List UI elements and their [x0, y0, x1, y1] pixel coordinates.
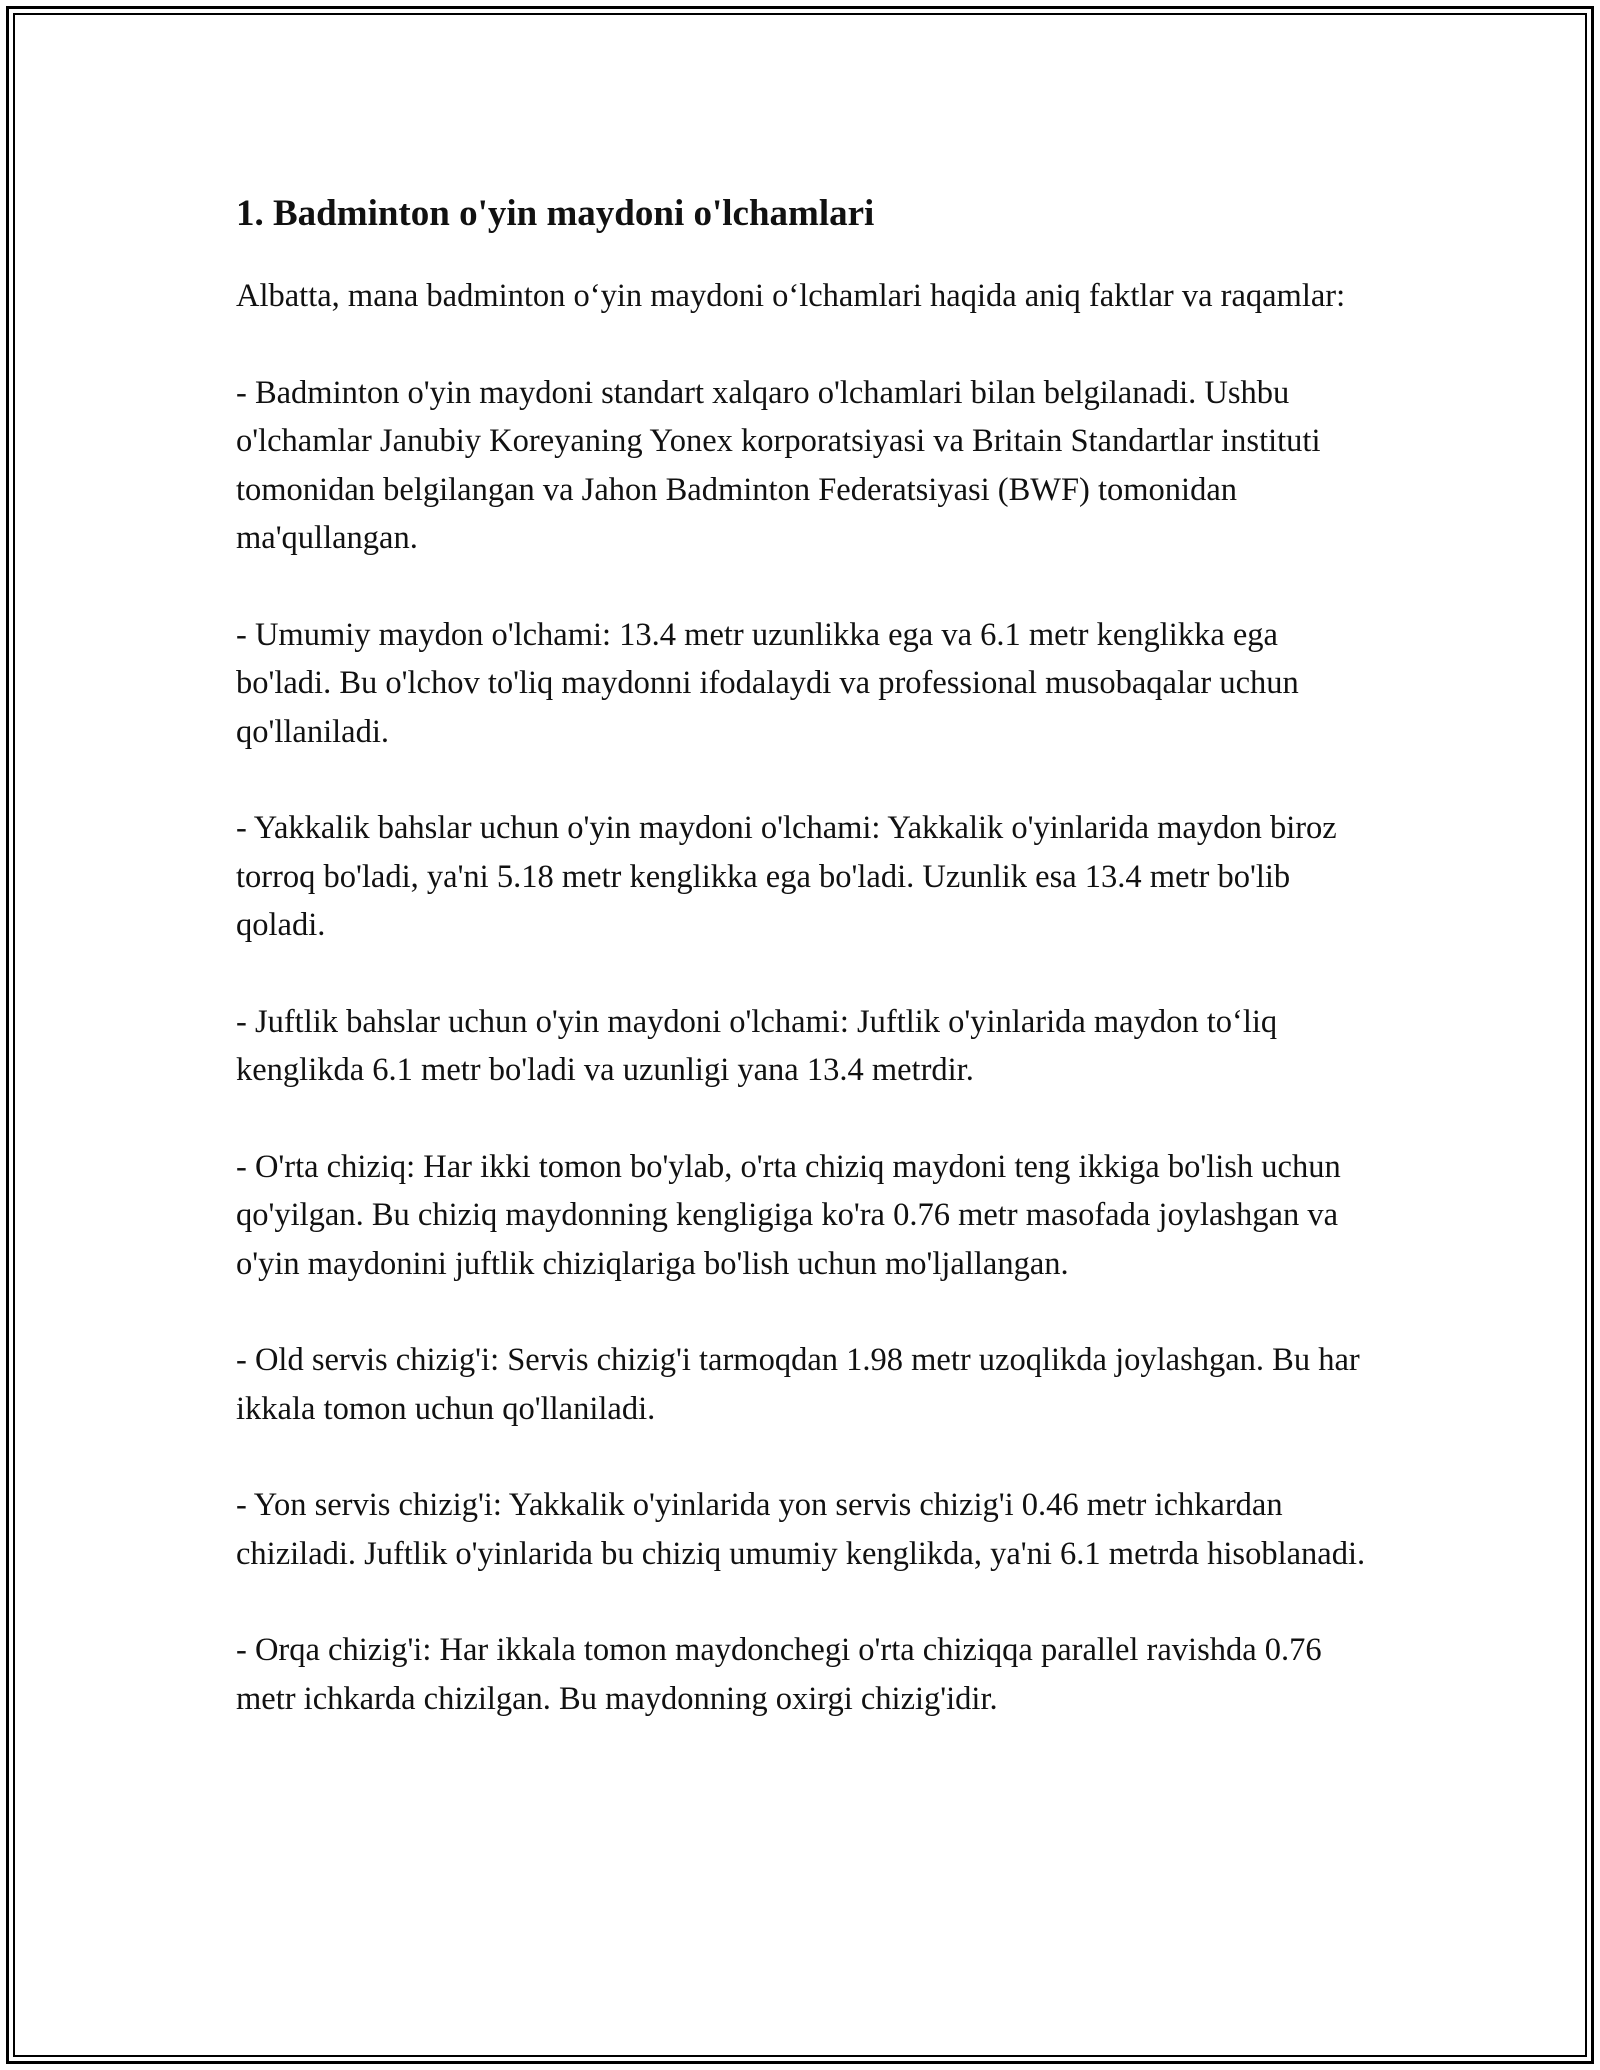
- document-title: 1. Badminton o'yin maydoni o'lchamlari: [236, 193, 875, 234]
- document-body: [236, 186, 1366, 1771]
- paragraph-intro: Albatta, mana badminton o‘yin maydoni o‘lchamlari haqida aniq faktlar va raqamlar:: [236, 278, 1346, 314]
- paragraph-front-service-line: - Old servis chizig'i: Servis chizig'i tarmoqdan 1.98 metr uzoqlikda joylashgan. Bu har ikkala tomon uchun qo'llaniladi.: [236, 1342, 1360, 1427]
- paragraph-center-line: - O'rta chiziq: Har ikki tomon bo'ylab, o'rta chiziq maydoni teng ikkiga bo'lish uchun qo'yilgan. Bu chiziq maydonning kengligiga ko'ra 0.76 metr masofada joylashgan va o'yin maydonini juftlik chiziqlariga bo'lish uchun mo'ljallangan.: [236, 1148, 1341, 1282]
- paragraph-doubles: - Juftlik bahslar uchun o'yin maydoni o'lchami: Juftlik o'yinlarida maydon to‘liq kenglikda 6.1 metr bo'ladi va uzunligi yana 13.4 metrdir.: [236, 1003, 1278, 1088]
- paragraph-singles: - Yakkalik bahslar uchun o'yin maydoni o'lchami: Yakkalik o'yinlarida maydon biroz torroq bo'ladi, ya'ni 5.18 metr kenglikka ega bo'ladi. Uzunlik esa 13.4 metr bo'lib qoladi.: [236, 810, 1337, 943]
- paragraph-side-service-line: - Yon servis chizig'i: Yakkalik o'yinlarida yon servis chizig'i 0.46 metr ichkardan chiziladi. Juftlik o'yinlarida bu chiziq umumiy kenglikda, ya'ni 6.1 metrda hisoblanadi.: [236, 1487, 1366, 1572]
- paragraph-back-line: - Orqa chizig'i: Har ikkala tomon maydonchegi o'rta chiziqqa parallel ravishda 0.76 metr ichkarda chizilgan. Bu maydonning oxirgi chizig'idir.: [236, 1632, 1322, 1717]
- paragraph-overall-size: - Umumiy maydon o'lchami: 13.4 metr uzunlikka ega va 6.1 metr kenglikka ega bo'ladi. Bu o'lchov to'liq maydonni ifodalaydi va professional musobaqalar uchun qo'llaniladi.: [236, 616, 1299, 750]
- paragraph-standard: - Badminton o'yin maydoni standart xalqaro o'lchamlari bilan belgilanadi. Ushbu o'lchamlar Janubiy Koreyaning Yonex korporatsiyasi va Britain Standartlar instituti tomonidan belgilangan va Jahon Badminton Federatsiyasi (BWF) tomonidan ma'qullangan.: [236, 374, 1321, 556]
